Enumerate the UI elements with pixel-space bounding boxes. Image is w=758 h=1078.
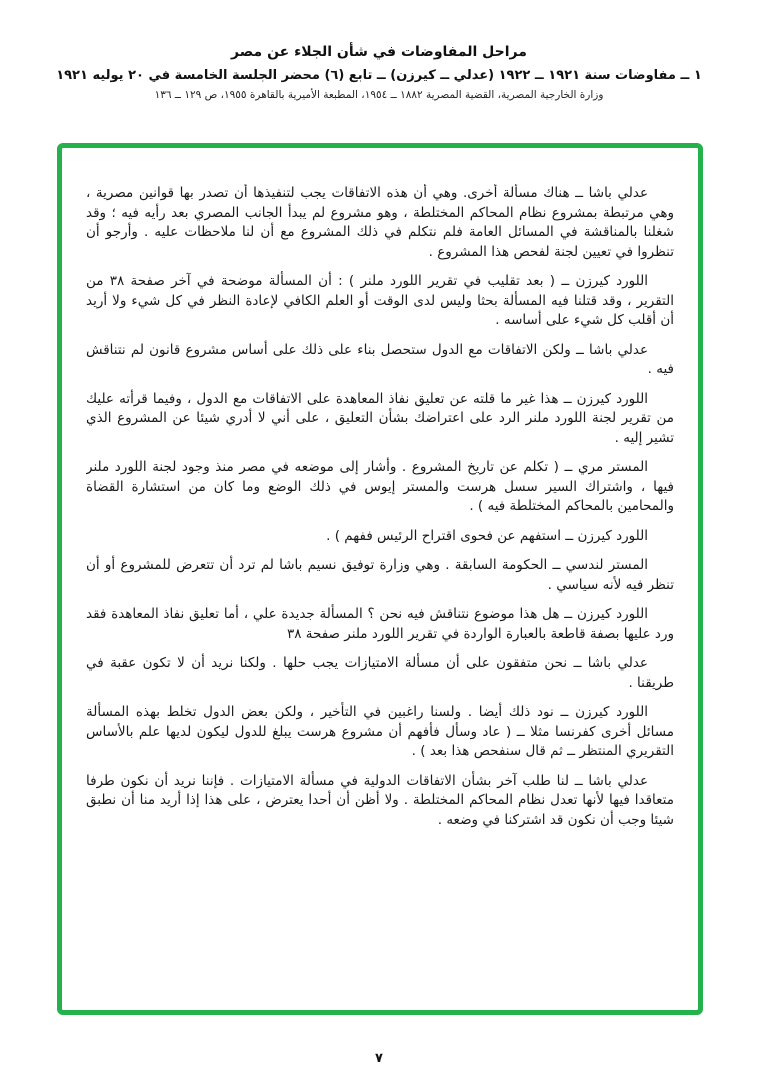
paragraph: المستر مري ــ ( تكلم عن تاريخ المشروع . وأشار إلى موضعه في مصر منذ وجود لجنة اللورد ملنر فيها ، واشتراك السير سسل هرست والمستر إيوس في ذلك الوضع وما كان من استشارة القضاة والمحامين بالمحاكم المختلطة فيه ) . bbox=[86, 459, 674, 514]
paragraph: المستر لندسي ــ الحكومة السابقة . وهي وزارة توفيق نسيم باشا لم ترد أن تتعرض للمشروع أو أن تنظر فيه لأنه سياسي . bbox=[86, 557, 674, 593]
page-number: ٧ bbox=[375, 1051, 383, 1066]
paragraph: اللورد كيرزن ــ ( بعد تقليب في تقرير اللورد ملنر ) : أن المسألة موضحة في آخر صفحة ٣٨ من التقرير ، وقد قتلنا فيه المسألة بحثا وليس لدى الوقت أو العلم الكافي لإعادة النظر في كل شيء ولا أريد أن أقلب كل شيء على أساسه . bbox=[86, 273, 674, 328]
paragraph: عدلي باشا ــ لنا طلب آخر بشأن الاتفاقات الدولية في مسألة الامتيازات . فإننا نريد أن نكون طرفا متعاقدا فيها لأنها تعدل نظام المحاكم المختلطة . ولا أظن أن أحدا يعترض ، على هذا إذا أريد منا أن نطبق شيئا وجب أن نكون قد اشتركنا في وضعه . bbox=[86, 772, 674, 828]
paragraph: عدلي باشا ــ نحن متفقون على أن مسألة الامتيازات يجب حلها . ولكنا نريد أن لا تكون عقبة في طريقنا . bbox=[86, 655, 674, 691]
highlight-frame bbox=[57, 143, 703, 1015]
document-header bbox=[0, 44, 758, 101]
paragraph: عدلي باشا ــ ولكن الاتفاقات مع الدول ستحصل بناء على ذلك على أساس مشروع قانون لم نتناقش فيه . bbox=[86, 341, 674, 377]
document-title: مراحل المفاوضات في شأن الجلاء عن مصر bbox=[231, 44, 527, 60]
paragraph: اللورد كيرزن ــ هذا غير ما قلته عن تعليق نفاذ المعاهدة على الاتفاقات مع الدول ، وفيما قرأته عليك من تقرير لجنة اللورد ملنر الرد على اعتراضك بشأن التعليق ، على أني لا أدري شيئا عن المشروع الذي تشير إليه . bbox=[86, 390, 674, 446]
paragraph: اللورد كيرزن ــ نود ذلك أيضا . ولسنا راغبين في التأخير ، ولكن بعض الدول تخلط بهذه المسألة مسائل أخرى كفرنسا مثلا ــ ( عاد وسأل فأفهم أن مشروع هرست يبلغ للدول ليكون لديها علم بالأساس التقريري المنتظر ــ ثم قال سنفحص هذا بعد ) . bbox=[86, 704, 674, 759]
paragraph: عدلي باشا ــ هناك مسألة أخرى. وهي أن هذه الاتفاقات يجب لتنفيذها أن تصدر بها قوانين مصرية ، وهي مرتبطة بمشروع نظام المحاكم المختلطة ، وهو مشروع لم يبدأ الجانب المصري بعد رأيه فيه ؛ وقد شغلنا بالمناقشة في المسائل العامة فلم نتكلم في ذلك المشروع مع أن لنا ملاحظات عليه . وأرجو أن تنظروا في تعيين لجنة لفحص هذا المشروع . bbox=[86, 185, 674, 260]
document-subtitle: ١ ــ مفاوضات سنة ١٩٢١ ــ ١٩٢٢ (عدلي ــ كيرزن) ــ تابع (٦) محضر الجلسة الخامسة في ٢٠ يوليه ١٩٢١ bbox=[56, 68, 702, 83]
document-source-citation: وزارة الخارجية المصرية، القضية المصرية ١٨٨٢ ــ ١٩٥٤، المطبعة الأميرية بالقاهرة ١٩٥٥، ص ١٢٩ ــ ١٣٦ bbox=[154, 89, 604, 101]
paragraph: اللورد كيرزن ــ هل هذا موضوع نتناقش فيه نحن ؟ المسألة جديدة علي ، أما تعليق نفاذ المعاهدة فقد ورد عليها بصفة قاطعة بالعبارة الواردة في تقرير اللورد ملنر صفحة ٣٨ bbox=[86, 606, 674, 642]
document-body-text bbox=[86, 184, 674, 980]
paragraph: اللورد كيرزن ــ استفهم عن فحوى اقتراح الرئيس ففهم ) . bbox=[326, 527, 648, 544]
